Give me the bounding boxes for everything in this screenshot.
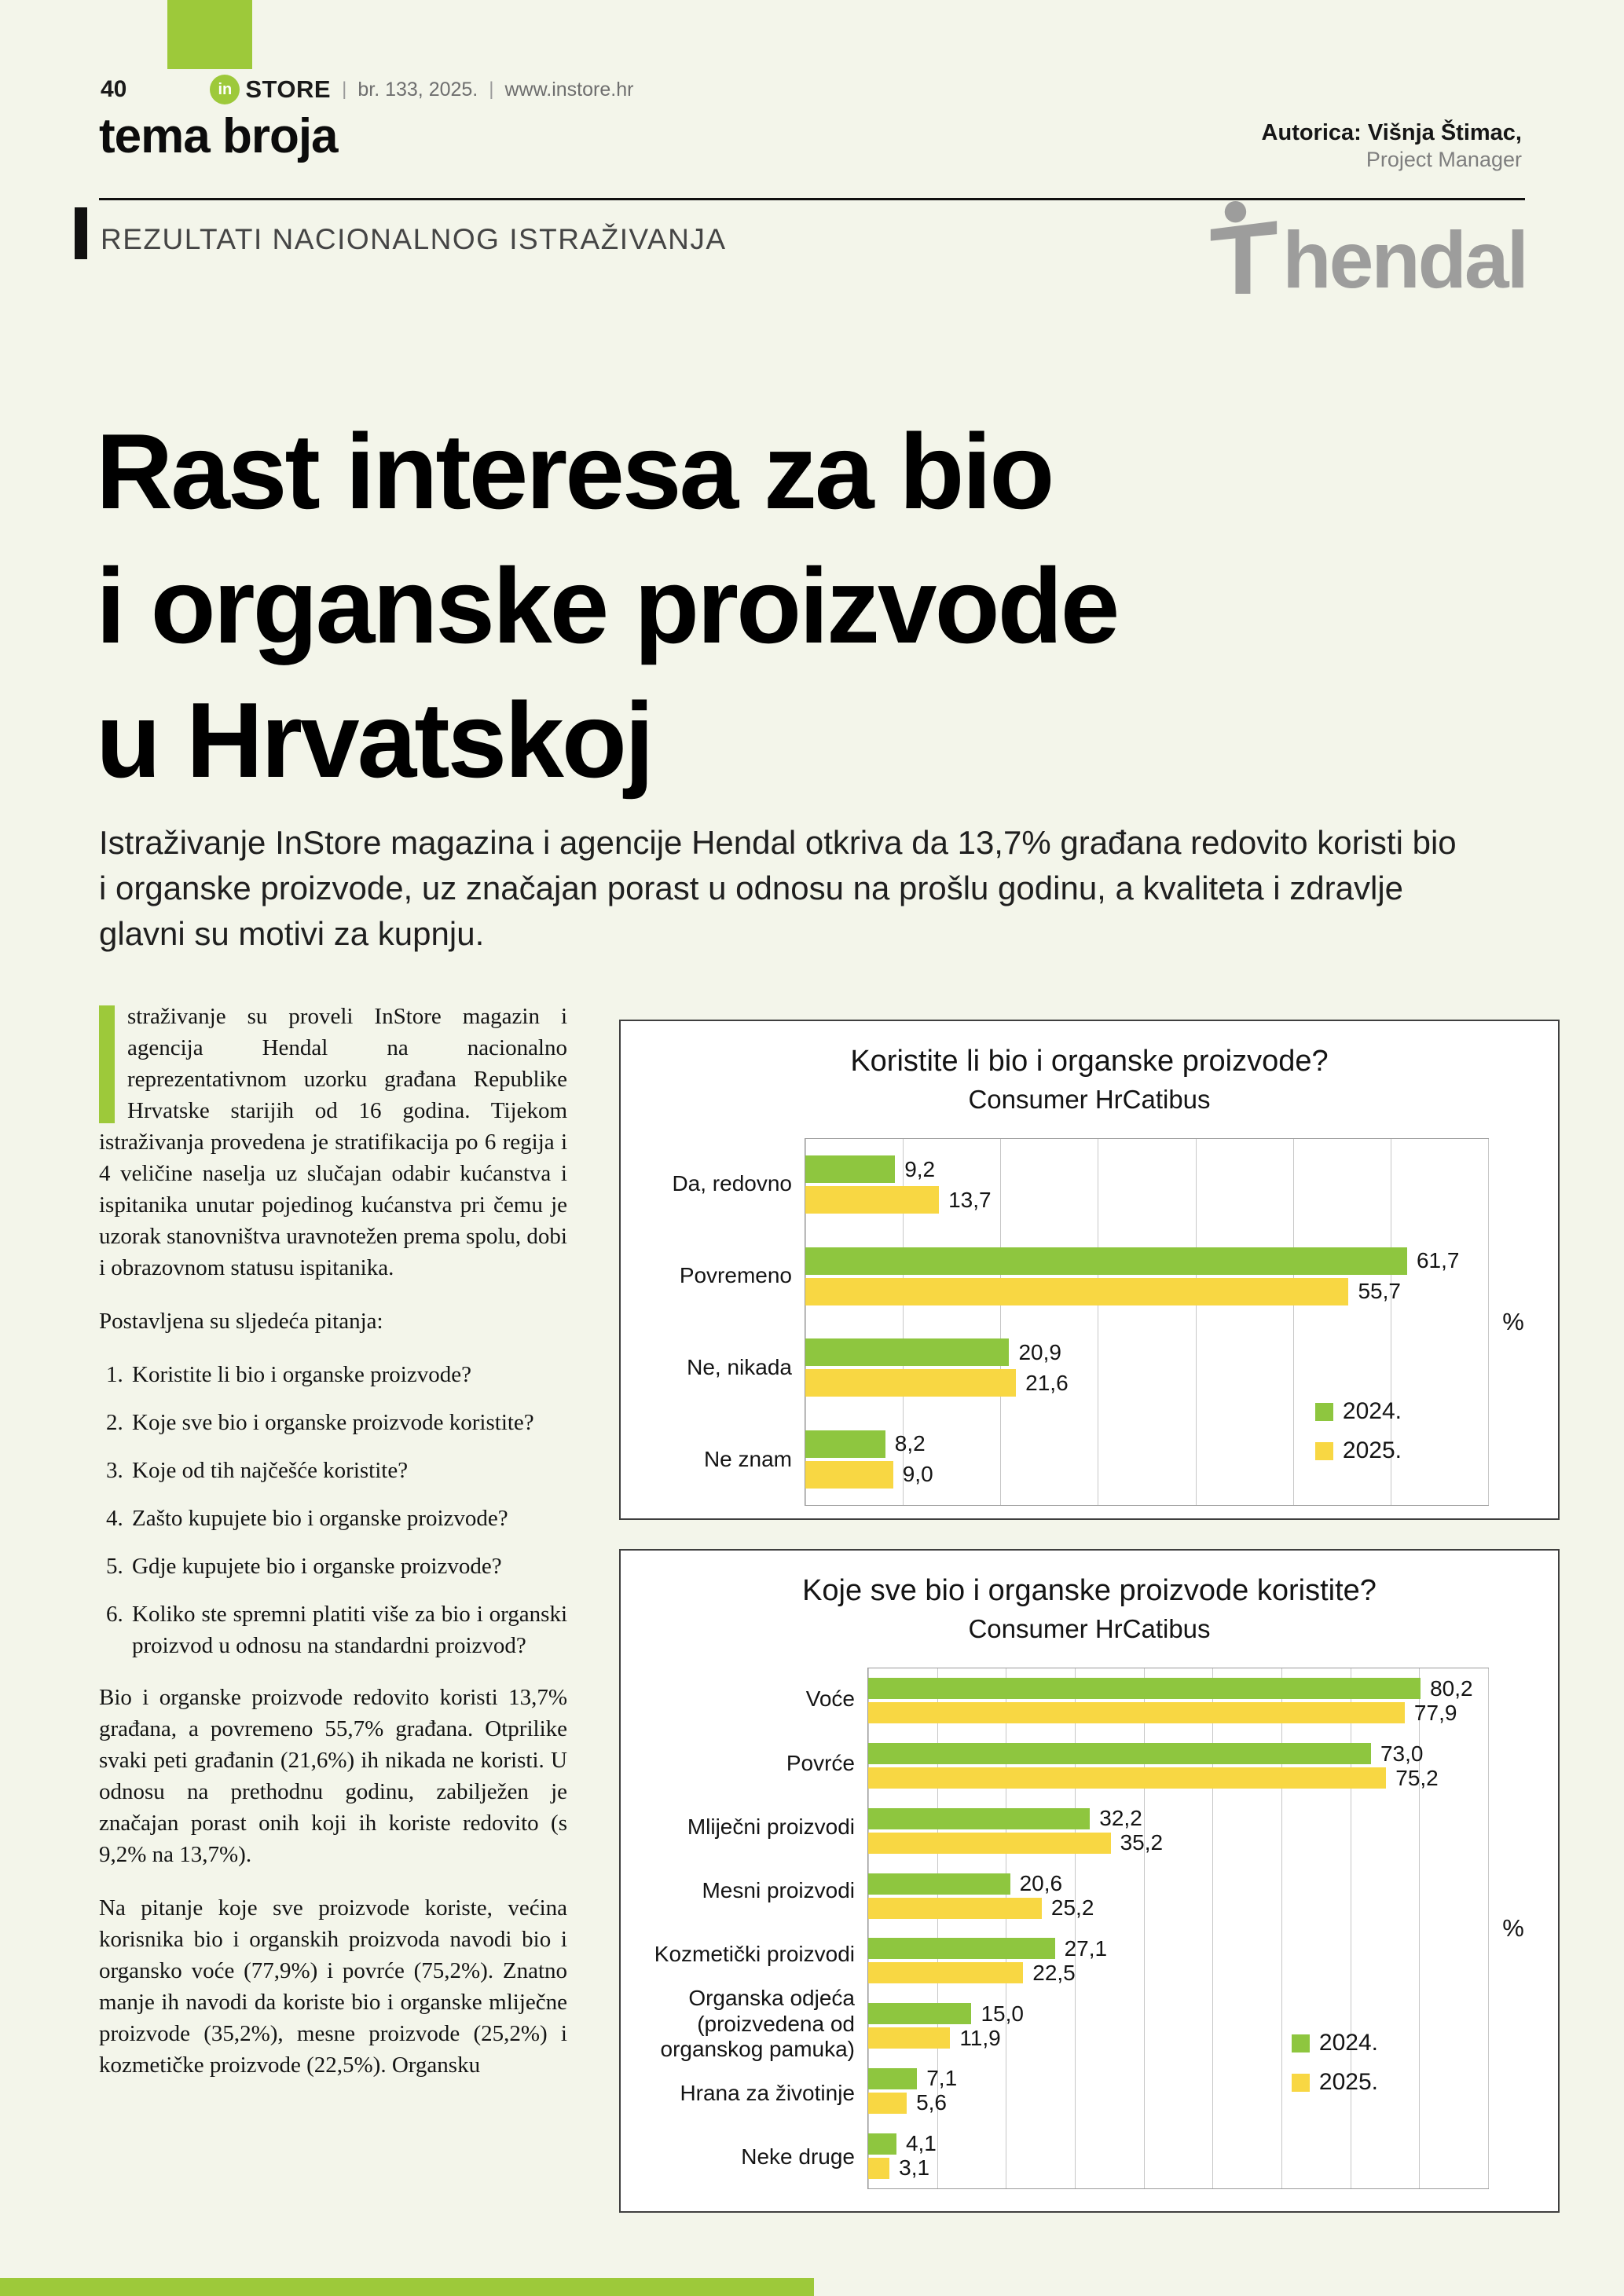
bar-2024 [805,1247,1407,1275]
category-label: Ne znam [703,1447,792,1472]
legend-label: 2025. [1342,1437,1402,1463]
author-role: Project Manager [1366,148,1522,171]
headline-line-3: u Hrvatskoj [96,680,652,800]
plot-area [805,1138,1489,1506]
legend [1292,2030,1378,2096]
paragraph-3: Na pitanje koje sve proizvode koriste, većina korisnika bio i organskih proizvoda navodi bio i organsko voće (77,9%) i povrće (75,2%). Znatno manje ih navodi da koriste bio i organske mliječne proizvode (35,2%), mesne proizvode (25,2%) i kozmetičke proizvode (22,5%). Organsku [99,1895,567,2078]
chart-subtitle: Consumer HrCatibus [968,1614,1211,1643]
bar-group [868,1734,1488,1799]
bar-row [805,1338,1488,1366]
question-item: 3. Koje od tih najčešće koristite? [129,1455,567,1486]
page-number: 40 [101,76,127,102]
bar-2025 [868,1962,1023,1983]
value-label: 22,5 [1032,1960,1076,1985]
chart-product-types [619,1549,1560,2213]
kicker: REZULTATI NACIONALNOG ISTRAŽIVANJA [101,223,727,255]
paragraph-2: Bio i organske proizvode redovito koristi 13,7% građana, a povremeno 55,7% građana. Otprilike svaki peti građanin (21,6%) ih nikada ne koristi. U odnosu na prethodnu godinu, zabilježen je značajan porast onih koji ih koriste redovito (s 9,2% na 13,7%). [99,1685,567,1867]
category-label: Hrana za životinje [680,2081,855,2106]
bar-2024 [805,1430,885,1458]
instore-logo-in: in [218,80,233,98]
bar-2024 [868,2003,971,2024]
category-label: Neke druge [741,2144,855,2170]
bar-2025 [868,2158,889,2179]
bar-row [868,1743,1488,1764]
bar-2025 [805,1461,893,1489]
value-label: 7,1 [926,2066,958,2091]
bar-row [868,2090,1488,2115]
bar-2024 [868,1743,1371,1764]
category-label: Kozmetički proizvodi [654,1941,855,1966]
legend-swatch [1292,2074,1310,2092]
category-label: Mesni proizvodi [702,1877,855,1902]
legend-label: 2024. [1318,2030,1378,2056]
paragraph-1 [99,1001,567,1283]
instore-logo [210,75,331,104]
divider [99,198,1525,200]
hendal-logo [1210,201,1527,306]
question-item: 5. Gdje kupujete bio i organske proizvode? [129,1551,567,1582]
bar-row [868,1873,1488,1895]
bar-group [868,1668,1488,1734]
bar-2025 [868,2093,907,2114]
kicker-bar [75,207,87,259]
issue-number: br. 133, 2025. [357,78,478,101]
bar-row [805,1155,1488,1183]
category-label: Da, redovno [672,1171,792,1196]
legend-item [1292,2030,1378,2056]
value-label: 15,0 [981,2001,1024,2026]
chart-title: Koje sve bio i organske proizvode koristite? [802,1574,1377,1607]
value-label: 3,1 [899,2155,930,2181]
bar-2024 [868,1678,1421,1699]
website-url: www.instore.hr [504,78,634,101]
bar-row [868,2155,1488,2181]
bar-row [868,1702,1488,1723]
bar-2025 [805,1278,1348,1305]
value-label: 5,6 [916,2090,948,2115]
bar-group [868,1799,1488,1864]
chart-usage-frequency [619,1020,1560,1520]
value-label: 77,9 [1413,1700,1457,1725]
bar-group [868,1994,1488,2059]
hendal-person-icon [1210,201,1278,294]
bar-row [805,1186,1488,1214]
gridline [1488,1668,1489,2188]
bar-row [805,1369,1488,1397]
chart-plot [638,1668,1538,2189]
legend-swatch [1292,2034,1310,2052]
category-label: Povrće [786,1750,855,1775]
article-body [99,1001,567,2103]
brand-green-block [167,0,252,69]
category-axis [638,1138,805,1506]
legend-item [1315,1437,1402,1464]
bar-row [868,2068,1488,2089]
bar-row [868,1935,1488,1961]
value-label: 13,7 [948,1187,992,1212]
value-label: 20,9 [1018,1339,1061,1364]
value-label: 55,7 [1358,1279,1401,1304]
bar-row [868,2133,1488,2155]
value-label: 20,6 [1019,1871,1063,1896]
headline-line-2: i organske proizvode [96,546,1118,666]
value-label: 9,2 [904,1156,936,1181]
bar-2025 [805,1369,1016,1397]
masthead [101,72,633,107]
author-name: Autorica: Višnja Štimac, [1261,120,1522,145]
legend [1315,1398,1402,1464]
value-label: 32,2 [1099,1806,1142,1831]
bar-2025 [805,1186,939,1214]
category-label: Organska odjeća (proizvedena od organskog pamuka) [660,1986,855,2061]
value-label: 21,6 [1025,1370,1069,1395]
bar-row [868,2027,1488,2049]
bar-group [868,1863,1488,1928]
category-label: Ne, nikada [687,1355,792,1380]
category-axis [638,1668,867,2189]
bar-2025 [868,1702,1405,1723]
legend-label: 2025. [1318,2069,1378,2095]
bar-row [868,2003,1488,2024]
section-title: tema broja [99,109,338,163]
dropcap-i [99,1005,115,1123]
bar-2025 [868,1898,1042,1919]
value-label: 35,2 [1120,1830,1164,1855]
bar-2024 [868,2068,917,2089]
legend-label: 2024. [1342,1398,1402,1424]
value-label: 73,0 [1380,1741,1424,1766]
bar-group [805,1231,1488,1323]
footer-green-bar [0,2278,814,2296]
chart-title: Koristite li bio i organske proizvode? [850,1045,1329,1078]
chart-subtitle: Consumer HrCatibus [968,1085,1211,1114]
bar-group [868,2059,1488,2124]
separator: | [342,79,347,100]
instore-logo-text: STORE [245,75,332,103]
bar-2025 [868,1767,1386,1789]
lead-paragraph: Istraživanje InStore magazina i agencije Hendal otkriva da 13,7% građana redovito koristi bio i organske proizvode, uz značajan porast u odnosu na prošlu godinu, a kvaliteta i zdravlje glavni su motivi za kupnju. [99,824,1457,952]
bar-group [805,1139,1488,1231]
bar-row [868,1830,1488,1855]
value-label: 25,2 [1050,1895,1094,1921]
bar-2025 [868,1833,1111,1854]
value-label: 61,7 [1416,1248,1460,1273]
bar-groups [868,1668,1488,2188]
paragraph-1-text: straživanje su proveli InStore magazin i agencija Hendal na nacionalno reprezentativnom uzorku građana Republike Hrvatske starijih od 16 godina. Tijekom istraživanja provedena je stratifikacija po 6 regija i 4 veličine naselja uz slučajan odabir kućanstva i ispitanika unutar pojedinog kućanstva pri čemu je uzorak stanovništva uravnotežen prema spolu, dobi i obrazovnom statusu ispitanika. [99,1004,567,1280]
question-item: 4. Zašto kupujete bio i organske proizvode? [129,1503,567,1534]
headline-line-1: Rast interesa za bio [96,412,1053,532]
legend-swatch [1315,1442,1333,1460]
bar-2024 [868,1873,1010,1895]
separator: | [489,79,494,100]
question-item: 1. Koristite li bio i organske proizvode? [129,1359,567,1390]
value-label: 27,1 [1064,1935,1108,1961]
category-label: Mliječni proizvodi [687,1814,855,1839]
question-item: 2. Koje sve bio i organske proizvode koristite? [129,1407,567,1438]
bar-group [868,1928,1488,1994]
bar-2024 [868,1938,1055,1959]
category-label: Voće [805,1686,855,1712]
bar-group [868,2123,1488,2188]
legend-item [1292,2069,1378,2096]
bar-row [868,1962,1488,1983]
percent-axis-label: % [1502,1914,1524,1942]
legend-item [1315,1398,1402,1425]
bar-2024 [805,1338,1009,1366]
bar-row [868,1808,1488,1829]
headline [96,405,1117,807]
chart-plot [638,1138,1538,1506]
bar-2025 [868,2027,950,2049]
value-label: 4,1 [905,2131,937,2156]
bar-2024 [868,2133,896,2155]
hendal-logo-text: hendal [1282,215,1527,306]
instore-logo-icon [210,75,240,104]
gridline [1488,1139,1489,1505]
bar-row [805,1278,1488,1305]
bar-2024 [805,1155,895,1183]
questions-list [99,1359,567,1661]
legend-swatch [1315,1403,1333,1421]
bar-row [868,1895,1488,1921]
value-label: 9,0 [902,1462,933,1487]
question-item: 6. Koliko ste spremni platiti više za bio i organski proizvod u odnosu na standardni proizvod? [129,1598,567,1661]
value-label: 8,2 [894,1431,926,1456]
value-label: 75,2 [1395,1765,1439,1790]
category-label: Povremeno [679,1263,792,1288]
bar-row [868,1767,1488,1789]
bar-row [868,1675,1488,1701]
bar-row [805,1461,1488,1489]
bar-row [805,1247,1488,1275]
questions-intro: Postavljena su sljedeća pitanja: [99,1309,383,1334]
author-block [1262,119,1522,173]
plot-area [867,1668,1489,2189]
value-label: 80,2 [1430,1675,1473,1701]
value-label: 11,9 [959,2025,1001,2050]
percent-axis-label: % [1502,1308,1524,1335]
bar-2024 [868,1808,1090,1829]
